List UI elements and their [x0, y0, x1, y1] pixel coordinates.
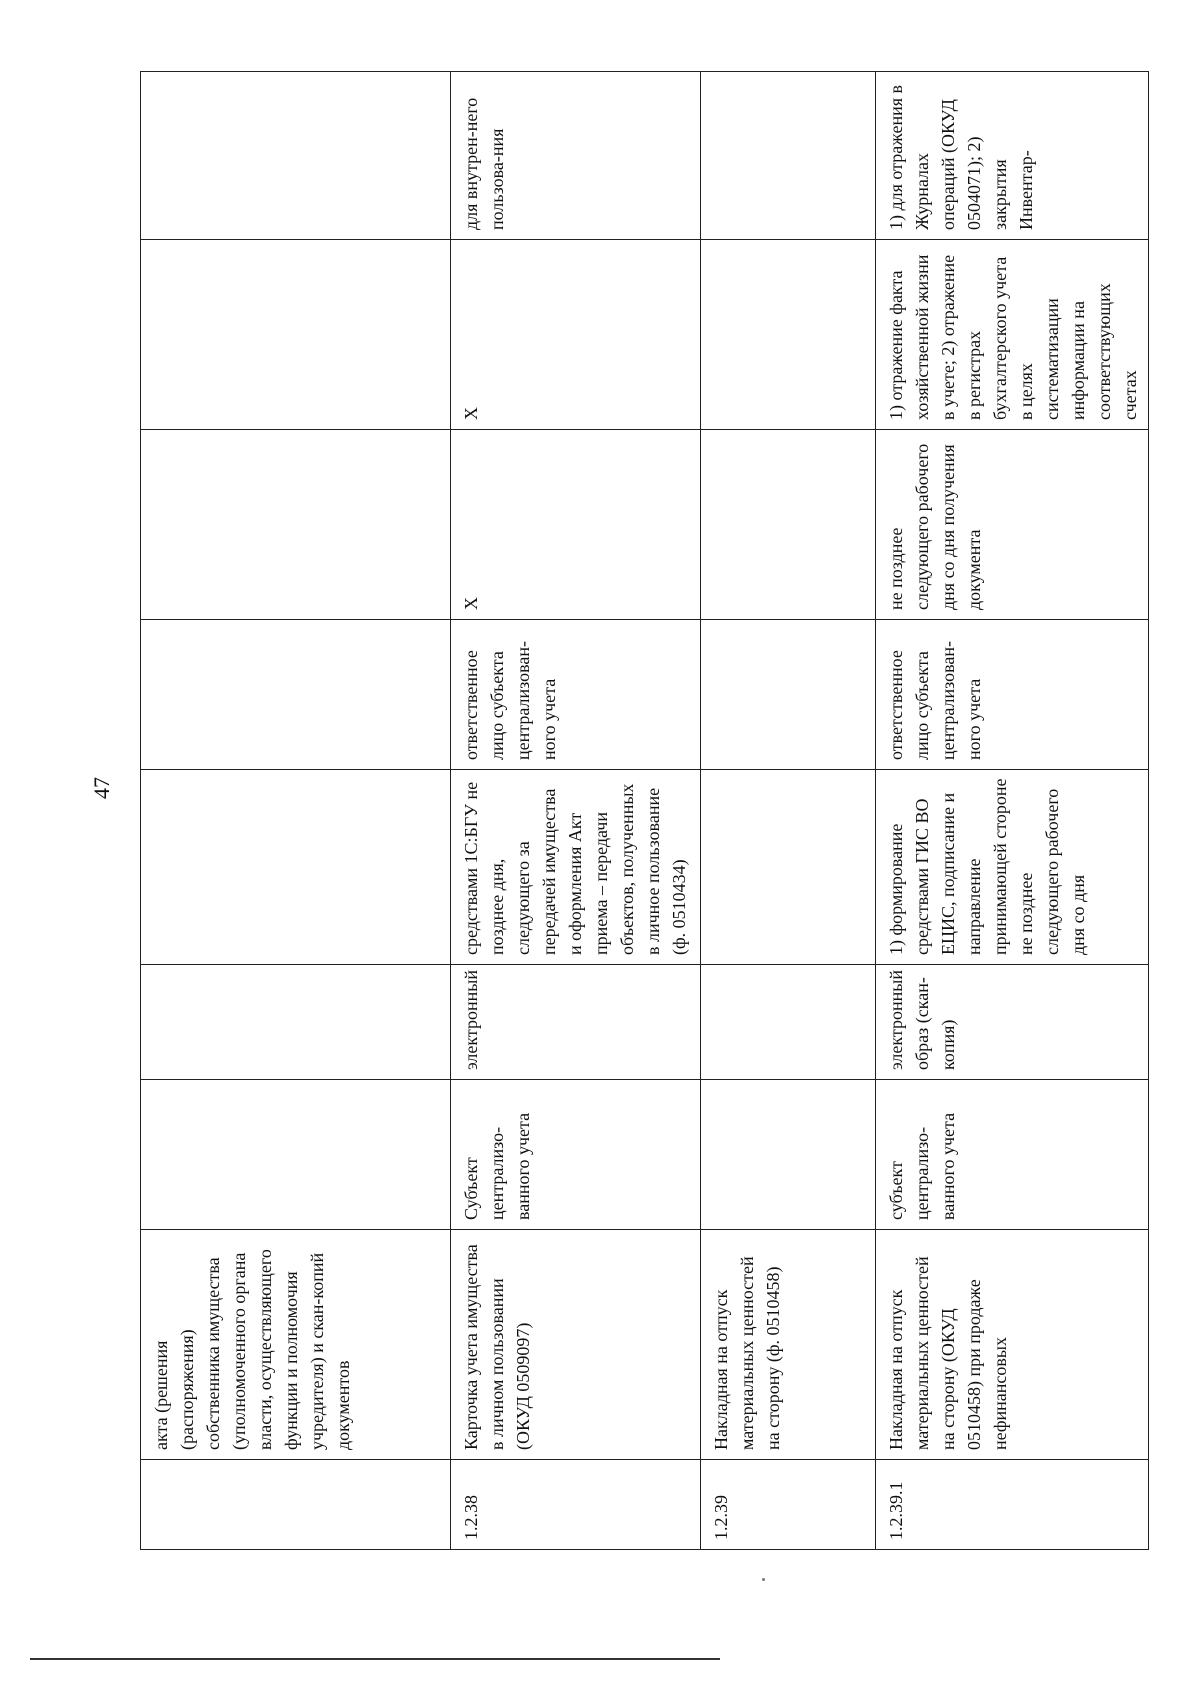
timing-cell: 1) формирование средствами ГИС ВО ЕЦИС, подписание и направление принимающей стороне не позднее следующего рабочего дня со дня	[876, 770, 1149, 965]
usage-cell	[701, 72, 876, 240]
deadline-cell	[701, 430, 876, 620]
table-row	[876, 72, 1149, 1550]
responsible-cell	[701, 620, 876, 770]
row-number-cell: 1.2.39.1	[876, 1460, 1149, 1550]
creator-cell	[701, 1080, 876, 1230]
purpose-cell	[701, 240, 876, 430]
responsible-cell: ответственное лицо субъекта централизован-ного учета	[876, 620, 1149, 770]
deadline-cell	[141, 430, 451, 620]
usage-cell: 1) для отражения в Журналах операций (ОКУД 0504071); 2) закрытия Инвентар-	[876, 72, 1149, 240]
creator-cell	[141, 1080, 451, 1230]
scan-speck	[762, 1578, 765, 1581]
responsible-cell: ответственное лицо субъекта централизован-ного учета	[451, 620, 701, 770]
row-number-cell: 1.2.39	[701, 1460, 876, 1550]
table-row	[141, 72, 451, 1550]
usage-cell	[141, 72, 451, 240]
form-cell: электронный	[451, 965, 701, 1080]
scan-edge-line	[30, 1658, 720, 1660]
purpose-cell	[141, 240, 451, 430]
usage-cell: для внутрен-него пользова-ния	[451, 72, 701, 240]
table-row	[451, 72, 701, 1550]
doc-name-cell: Накладная на отпуск материальных ценностей на сторону (ОКУД 0510458) при продаже нефинансовых	[876, 1230, 1149, 1460]
deadline-cell: X	[451, 430, 701, 620]
timing-cell	[701, 770, 876, 965]
creator-cell: субъект централизо-ванного учета	[876, 1080, 1149, 1230]
timing-cell	[141, 770, 451, 965]
doc-name-cell: акта (решения (распоряжения) собственника имущества (уполномоченного органа власти, осуществляющего функции и полномочия учредителя) и скан-копий документов	[141, 1230, 451, 1460]
creator-cell: Субъект централизо-ванного учета	[451, 1080, 701, 1230]
responsible-cell	[141, 620, 451, 770]
page-number: 47	[89, 777, 114, 799]
document-table-rotated	[140, 72, 1140, 1550]
form-cell	[701, 965, 876, 1080]
document-table	[140, 71, 1149, 1550]
timing-cell: средствами 1С:БГУ не позднее дня, следующего за передачей имущества и оформления Акт приема – передачи объектов, полученных в личное пользование (ф. 0510434)	[451, 770, 701, 965]
form-cell	[141, 965, 451, 1080]
table-row	[701, 72, 876, 1550]
doc-name-cell: Накладная на отпуск материальных ценностей на сторону (ф. 0510458)	[701, 1230, 876, 1460]
doc-name-cell: Карточка учета имущества в личном пользовании (ОКУД 0509097)	[451, 1230, 701, 1460]
row-number-cell: 1.2.38	[451, 1460, 701, 1550]
form-cell: электронный образ (скан-копия)	[876, 965, 1149, 1080]
purpose-cell: 1) отражение факта хозяйственной жизни в учете; 2) отражение в регистрах бухгалтерского учета в целях систематизации информации на соответствующих счетах	[876, 240, 1149, 430]
purpose-cell: X	[451, 240, 701, 430]
row-number-cell	[141, 1460, 451, 1550]
deadline-cell: не позднее следующего рабочего дня со дня получения документа	[876, 430, 1149, 620]
